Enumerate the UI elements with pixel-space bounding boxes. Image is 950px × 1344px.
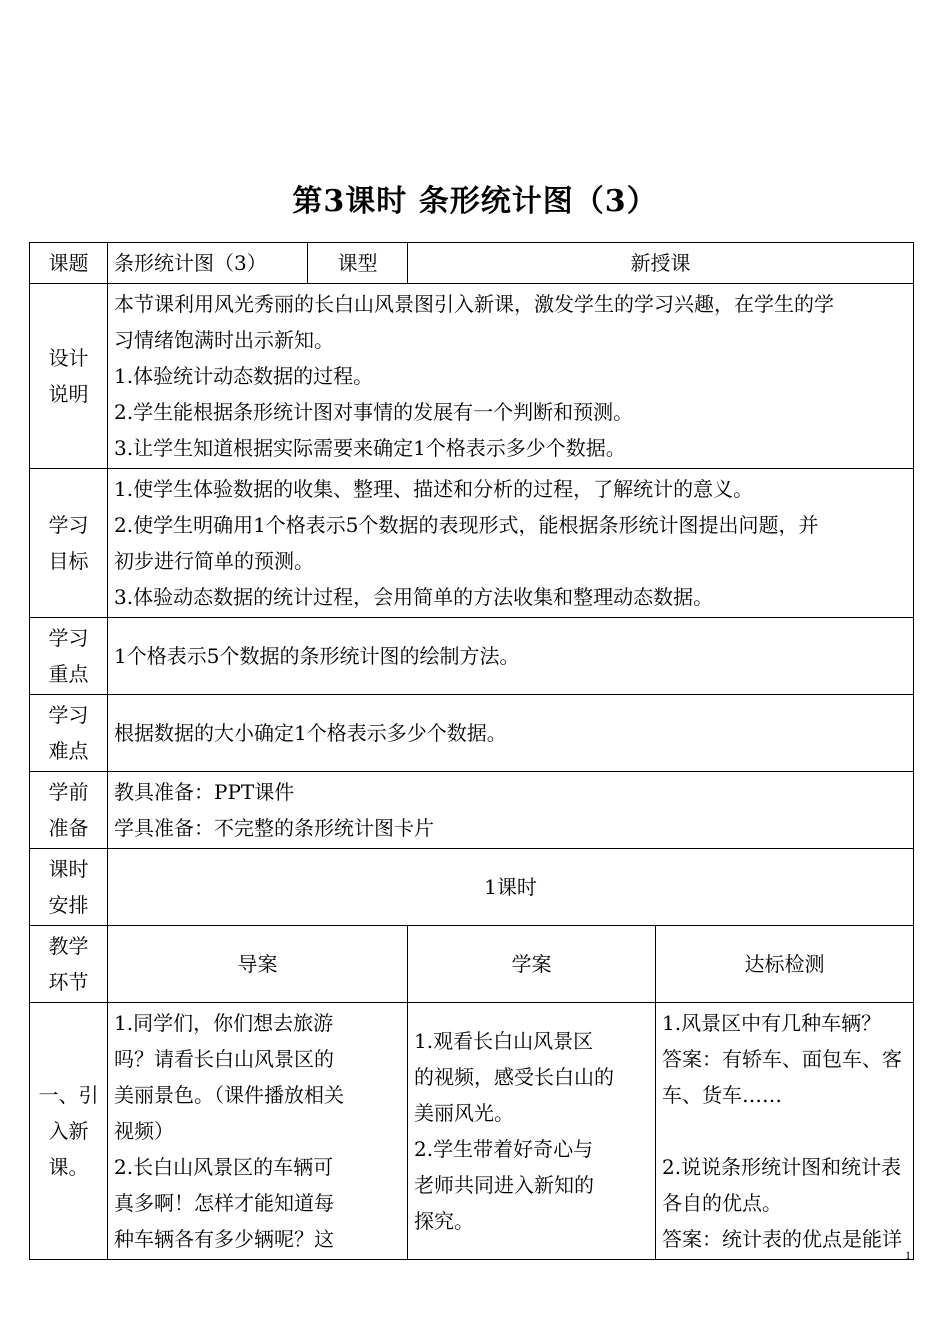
goal-line: 1.使学生体验数据的收集、整理、描述和分析的过程，了解统计的意义。 bbox=[114, 477, 754, 501]
guide-line: 1.同学们，你们想去旅游 bbox=[114, 1011, 334, 1035]
type-value: 新授课 bbox=[408, 243, 914, 284]
col-check-header: 达标检测 bbox=[656, 926, 914, 1003]
goals-row bbox=[30, 469, 914, 618]
stage1-row bbox=[30, 1003, 914, 1260]
col-guide-header: 导案 bbox=[108, 926, 408, 1003]
design-row bbox=[30, 284, 914, 469]
check-line: 答案：有轿车、面包车、客 bbox=[662, 1047, 903, 1071]
guide-line: 美丽景色。（课件播放相关 bbox=[114, 1083, 344, 1107]
prep-label: 学前 准备 bbox=[30, 772, 108, 849]
guide-line: 真多啊！怎样才能知道每 bbox=[114, 1191, 334, 1215]
goals-label: 学习 目标 bbox=[30, 469, 108, 618]
key-point-content: 1个格表示5个数据的条形统计图的绘制方法。 bbox=[108, 618, 914, 695]
teacher-prep: 教具准备：PPT课件 bbox=[114, 780, 295, 804]
study-line: 美丽风光。 bbox=[414, 1101, 515, 1125]
study-line: 2.学生带着好奇心与 bbox=[414, 1137, 594, 1161]
design-line: 习情绪饱满时出示新知。 bbox=[114, 328, 334, 352]
goal-line: 初步进行简单的预测。 bbox=[114, 549, 314, 573]
student-prep: 学具准备：不完整的条形统计图卡片 bbox=[114, 816, 434, 840]
study-line: 的视频，感受长白山的 bbox=[414, 1065, 615, 1089]
prep-content bbox=[108, 772, 914, 849]
study-line: 1.观看长白山风景区 bbox=[414, 1029, 594, 1053]
schedule-value: 1课时 bbox=[108, 849, 914, 926]
check-line: 答案：统计表的优点是能详 bbox=[662, 1227, 903, 1251]
header-row bbox=[30, 243, 914, 284]
difficulty-row bbox=[30, 695, 914, 772]
difficulty-content: 根据数据的大小确定1个格表示多少个数据。 bbox=[108, 695, 914, 772]
schedule-label: 课时 安排 bbox=[30, 849, 108, 926]
study-line: 老师共同进入新知的 bbox=[414, 1173, 595, 1197]
type-label: 课型 bbox=[308, 243, 408, 284]
schedule-row bbox=[30, 849, 914, 926]
design-line: 3.让学生知道根据实际需要来确定1个格表示多少个数据。 bbox=[114, 436, 626, 460]
check-line: 车、货车…… bbox=[662, 1083, 783, 1107]
goals-content bbox=[108, 469, 914, 618]
study-line: 探究。 bbox=[414, 1209, 475, 1233]
prep-row bbox=[30, 772, 914, 849]
stage1-check bbox=[656, 1003, 914, 1260]
check-line: 各自的优点。 bbox=[662, 1191, 783, 1215]
guide-line: 2.长白山风景区的车辆可 bbox=[114, 1155, 334, 1179]
col-study-header: 学案 bbox=[408, 926, 656, 1003]
goal-line: 3.体验动态数据的统计过程，会用简单的方法收集和整理动态数据。 bbox=[114, 585, 714, 609]
difficulty-label: 学习 难点 bbox=[30, 695, 108, 772]
process-header-row bbox=[30, 926, 914, 1003]
goal-line: 2.使学生明确用1个格表示5个数据的表现形式，能根据条形统计图提出问题，并 bbox=[114, 513, 819, 537]
check-line bbox=[662, 1113, 907, 1149]
lesson-plan-table bbox=[29, 242, 914, 1260]
guide-line: 吗？请看长白山风景区的 bbox=[114, 1047, 334, 1071]
design-line: 本节课利用风光秀丽的长白山风景图引入新课，激发学生的学习兴趣，在学生的学 bbox=[114, 292, 834, 316]
design-label: 设计 说明 bbox=[30, 284, 108, 469]
stage1-study bbox=[408, 1003, 656, 1260]
topic-label: 课题 bbox=[30, 243, 108, 284]
stage1-guide bbox=[108, 1003, 408, 1260]
stage1-label: 一、引 入新 课。 bbox=[30, 1003, 108, 1260]
page-title: 第3课时 条形统计图（3） bbox=[292, 184, 658, 219]
guide-line: 种车辆各有多少辆呢？这 bbox=[114, 1227, 334, 1251]
check-line: 1.风景区中有几种车辆？ bbox=[662, 1011, 882, 1035]
key-point-label: 学习 重点 bbox=[30, 618, 108, 695]
design-line: 2.学生能根据条形统计图对事情的发展有一个判断和预测。 bbox=[114, 400, 634, 424]
process-label: 教学 环节 bbox=[30, 926, 108, 1003]
design-line: 1.体验统计动态数据的过程。 bbox=[114, 364, 374, 388]
guide-line: 视频） bbox=[114, 1119, 174, 1143]
check-line: 2.说说条形统计图和统计表 bbox=[662, 1155, 902, 1179]
key-point-row bbox=[30, 618, 914, 695]
topic-value: 条形统计图（3） bbox=[108, 243, 308, 284]
design-content bbox=[108, 284, 914, 469]
page-number: 1 bbox=[905, 1248, 911, 1262]
